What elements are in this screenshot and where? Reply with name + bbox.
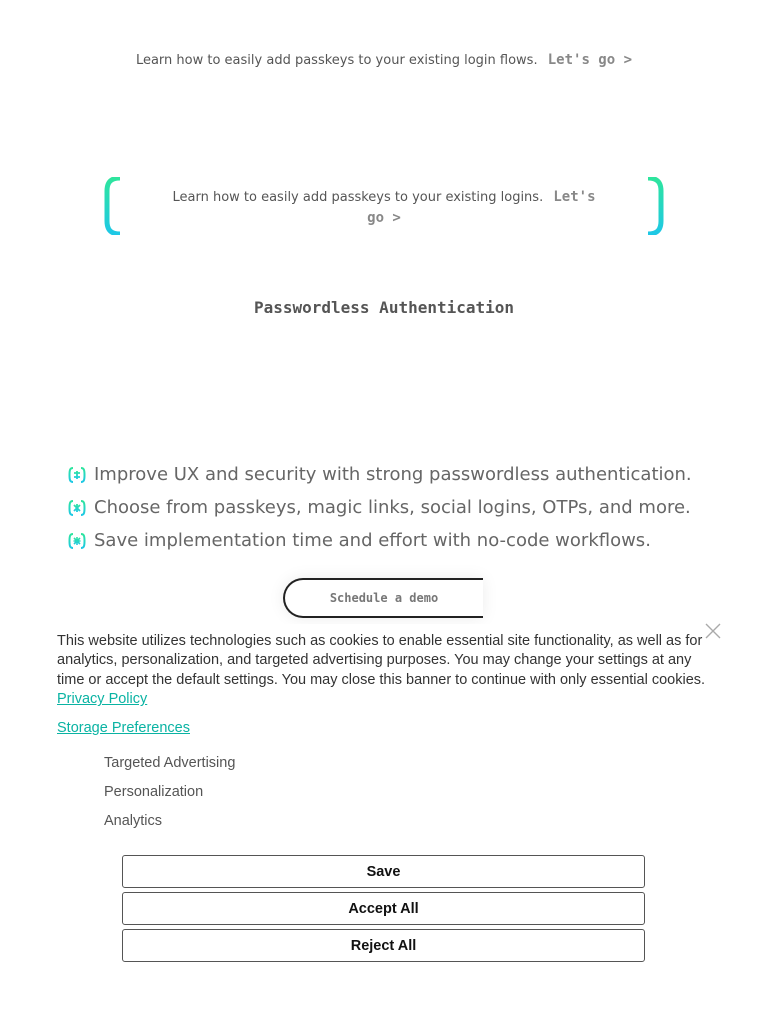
announcement-bracketed-text: Learn how to easily add passkeys to your existing logins. xyxy=(172,190,544,205)
announcement-banner-bracketed xyxy=(104,177,664,235)
announcement-banner-top xyxy=(0,52,768,68)
bracket-asterisk-icon xyxy=(68,532,86,550)
left-bracket-icon xyxy=(104,177,120,235)
preference-personalization[interactable]: Personalization xyxy=(104,784,204,800)
preference-targeted-advertising[interactable]: Targeted Advertising xyxy=(104,755,236,771)
cookie-banner-text xyxy=(57,632,717,710)
feature-item xyxy=(68,458,692,491)
schedule-demo-button[interactable]: Schedule a demo xyxy=(283,578,483,618)
feature-list xyxy=(68,458,692,557)
hero-title: Passwordless Authentication xyxy=(253,298,515,317)
privacy-policy-link[interactable]: Privacy Policy xyxy=(57,691,148,708)
reject-all-button[interactable]: Reject All xyxy=(122,929,645,962)
cookie-message: This website utilizes technologies such as cookies to enable essential site functionality, as well as for analytics, personalization, and targeted advertising purposes. You may change your settings at any time or accept the default settings. You may close this banner to continue with only essential cookies. xyxy=(57,633,706,688)
announcement-lets-go-link[interactable]: Let's go > xyxy=(547,52,633,68)
accept-all-button[interactable]: Accept All xyxy=(122,892,645,925)
bracket-asterisk-icon xyxy=(68,466,86,484)
feature-text: Improve UX and security with strong passwordless authentication. xyxy=(94,464,692,485)
preference-analytics[interactable]: Analytics xyxy=(104,813,163,829)
storage-preferences-link[interactable]: Storage Preferences xyxy=(57,720,190,736)
feature-text: Choose from passkeys, magic links, social logins, OTPs, and more. xyxy=(94,497,691,518)
feature-item xyxy=(68,491,692,524)
feature-item xyxy=(68,524,692,557)
announcement-bracketed-lets-go-link[interactable]: Let's go > xyxy=(367,189,596,226)
announcement-bracketed-content xyxy=(164,187,604,229)
announcement-text: Learn how to easily add passkeys to your existing login flows. xyxy=(135,53,538,68)
bracket-asterisk-icon xyxy=(68,499,86,517)
feature-text: Save implementation time and effort with no-code workflows. xyxy=(94,530,651,551)
save-button[interactable]: Save xyxy=(122,855,645,888)
right-bracket-icon xyxy=(648,177,664,235)
